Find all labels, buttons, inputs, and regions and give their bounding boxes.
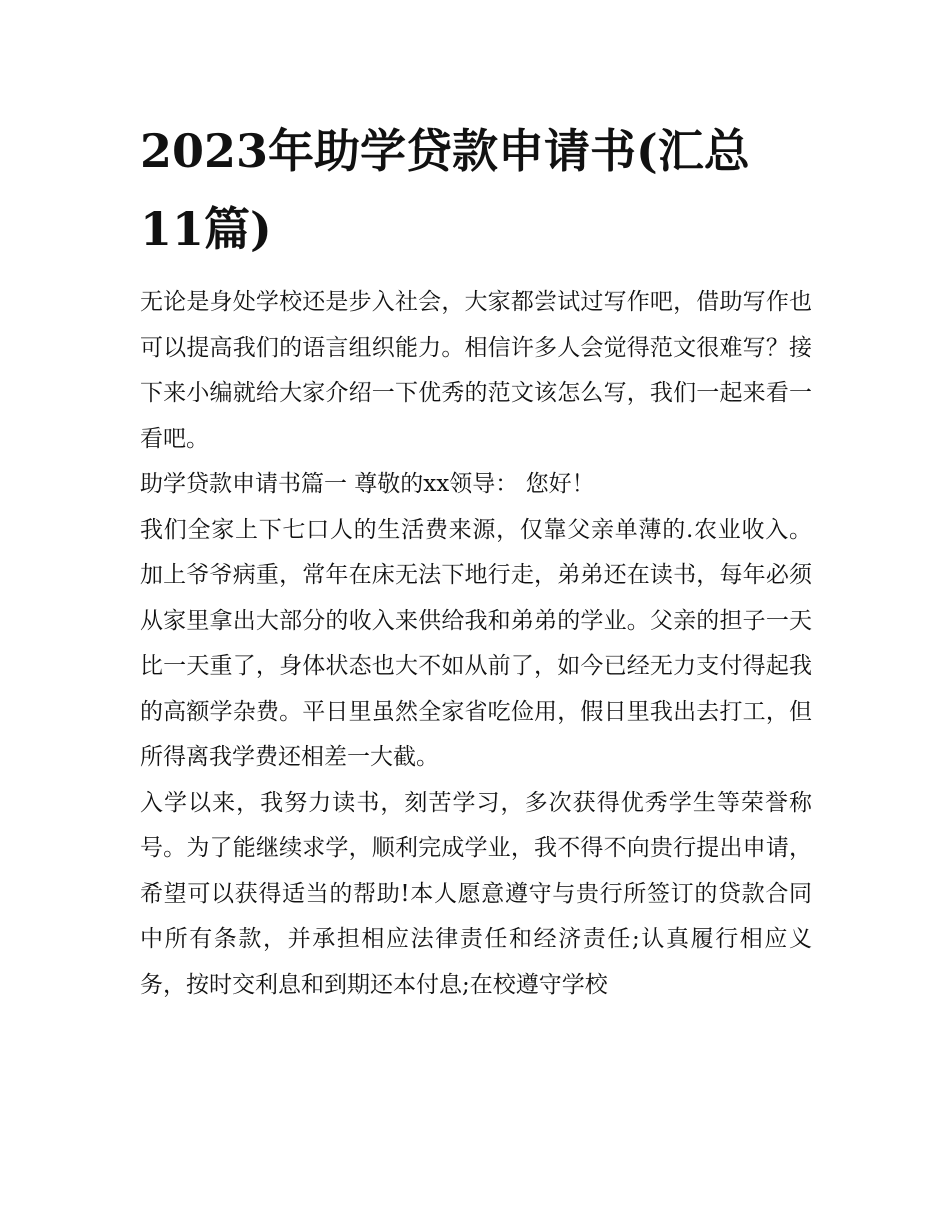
paragraph-intro: 无论是身处学校还是步入社会，大家都尝试过写作吧，借助写作也可以提高我们的语言组织能力。相信许多人会觉得范文很难写？接下来小编就给大家介绍一下优秀的范文该怎么写，我们一起来看一看吧。	[140, 289, 812, 452]
paragraph-family-situation: 我们全家上下七口人的生活费来源，仅靠父亲单薄的.农业收入。加上爷爷病重，常年在床无法下地行走，弟弟还在读书，每年必须从家里拿出大部分的收入来供给我和弟弟的学业。父亲的担子一天比一天重了，身体状态也大不如从前了，如今已经无力支付得起我的高额学杂费。平日里虽然全家省吃俭用，假日里我出去打工，但所得离我学费还相差一大截。	[140, 516, 812, 770]
document-title: 2023年助学贷款申请书(汇总11篇)	[140, 124, 750, 256]
paragraph-application: 入学以来，我努力读书，刻苦学习，多次获得优秀学生等荣誉称号。为了能继续求学，顺利完成学业，我不得不向贵行提出申请，希望可以获得适当的帮助!本人愿意遵守与贵行所签订的贷款合同中所有条款，并承担相应法律责任和经济责任;认真履行相应义务，按时交利息和到期还本付息;在校遵守学校	[140, 789, 812, 998]
document-page	[140, 112, 812, 1008]
document-body	[140, 280, 812, 1008]
paragraph-salutation: 助学贷款申请书篇一 尊敬的xx领导： 您好！	[140, 471, 595, 497]
